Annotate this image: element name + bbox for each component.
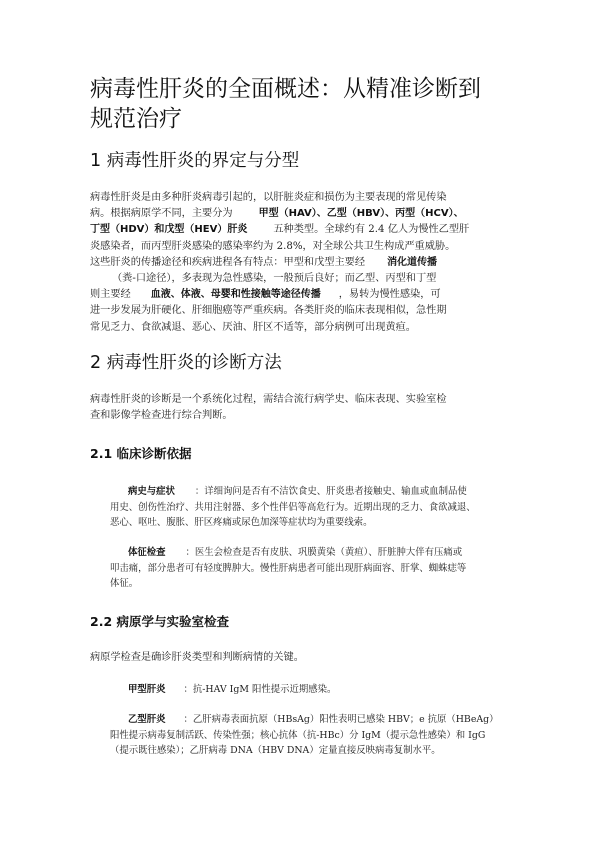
physical-exam-item: [110, 545, 510, 592]
paragraph-line: [90, 271, 508, 287]
section-2-2-heading: 2.2 病原学与实验室检查: [90, 614, 229, 629]
item-label-hep-b: 乙型肝炎: [128, 714, 166, 725]
title-line-2: 规范治疗: [90, 106, 182, 132]
bold-fecal-oral: 消化道传播: [387, 256, 438, 268]
paragraph-text: （粪-口途径），多表现为急性感染，一般预后良好；而乙型、丙型和丁型: [112, 273, 437, 285]
item-label-hep-a: 甲型肝炎: [128, 684, 166, 695]
paragraph-line: [90, 206, 508, 222]
title-line-1: 病毒性肝炎的全面概述：从精准诊断到: [90, 76, 481, 102]
paragraph-text: 五种类型。全球约有 2.4 亿人为慢性乙型肝: [273, 224, 470, 236]
paragraph-line: [90, 222, 508, 238]
paragraph-text: 则主要经: [90, 289, 131, 301]
paragraph-line: 进一步发展为肝硬化、肝细胞癌等严重疾病。各类肝炎的临床表现相似，急性期: [90, 305, 447, 317]
item-label-history: 病史与症状: [128, 486, 175, 497]
item-line: [110, 484, 510, 500]
paragraph-line: 病毒性肝炎是由多种肝炎病毒引起的，以肝脏炎症和损伤为主要表现的常见传染: [90, 192, 447, 203]
item-line: [110, 545, 510, 561]
bold-hepatitis-types: 甲型（HAV）、乙型（HBV）、丙型（HCV）、: [258, 208, 464, 220]
item-text: ：医生会检查是否有皮肤、巩膜黄染（黄疸）、肝脏肿大伴有压痛或: [185, 547, 463, 558]
section-1-paragraph: [90, 190, 508, 336]
paragraph-text: 这些肝炎的传播途径和疾病进程各有特点：甲型和戊型主要经: [90, 256, 366, 268]
paragraph-text: 病。根据病原学不同，主要分为: [90, 208, 233, 220]
paragraph-line: [90, 287, 508, 303]
section-2-paragraph: [90, 392, 508, 424]
bold-hepatitis-types-cont: 丁型（HDV）和戊型（HEV）肝炎: [90, 224, 248, 236]
item-text: ：乙肝病毒表面抗原（HBsAg）阳性表明已感染 HBV；e 抗原（HBeAg）: [183, 714, 499, 725]
paragraph-line: 病原学检查是确诊肝炎类型和判断病情的关键。: [90, 652, 304, 663]
paragraph-line: 查和影像学检查进行综合判断。: [90, 410, 233, 422]
item-line: 用史、创伤性治疗、共用注射器、多个性伴侣等高危行为。近期出现的乏力、食欲减退、: [110, 501, 476, 513]
history-symptoms-item: [110, 484, 510, 531]
paragraph-line: 病毒性肝炎的诊断是一个系统化过程，需结合流行病学史、临床表现、实验室检: [90, 394, 447, 405]
item-text: ：详细询问是否有不洁饮食史、肝炎患者接触史、输血或血制品使: [194, 486, 467, 497]
hepatitis-b-item: [110, 712, 510, 759]
paragraph-text: ，易转为慢性感染，可: [338, 289, 441, 301]
section-1-heading: 1 病毒性肝炎的界定与分型: [90, 151, 300, 171]
section-2-1-heading: 2.1 临床诊断依据: [90, 446, 192, 461]
item-line: 体征。: [110, 578, 139, 589]
bold-blood-transmission: 血液、体液、母婴和性接触等途径传播: [150, 289, 321, 301]
item-line: 恶心、呕吐、腹胀、肝区疼痛或尿色加深等症状均为重要线索。: [110, 517, 373, 528]
hepatitis-a-item: [110, 682, 510, 698]
item-label-exam: 体征检查: [128, 547, 166, 558]
item-line: [110, 682, 510, 698]
section-2-heading: 2 病毒性肝炎的诊断方法: [90, 353, 282, 373]
paragraph-line: 炎感染者，而丙型肝炎感染的感染率约为 2.8%，对全球公共卫生构成严重威胁。: [90, 240, 456, 252]
item-line: 阳性提示病毒复制活跃、传染性强；核心抗体（抗-HBc）分 IgM（提示急性感染）和 IgG: [110, 729, 486, 741]
item-line: （提示既往感染）；乙肝病毒 DNA（HBV DNA）定量直接反映病毒复制水平。: [110, 745, 441, 756]
document-title: [90, 74, 520, 134]
paragraph-line: [90, 255, 508, 271]
section-2-2-paragraph: [90, 650, 508, 666]
item-line: 叩击痛，部分患者可有轻度脾肿大。慢性肝病患者可能出现肝病面容、肝掌、蜘蛛痣等: [110, 562, 467, 574]
item-line: [110, 712, 510, 728]
paragraph-line: 常见乏力、食欲减退、恶心、厌油、肝区不适等，部分病例可出现黄疸。: [90, 321, 416, 333]
item-text: ：抗-HAV IgM 阳性提示近期感染。: [183, 684, 337, 695]
